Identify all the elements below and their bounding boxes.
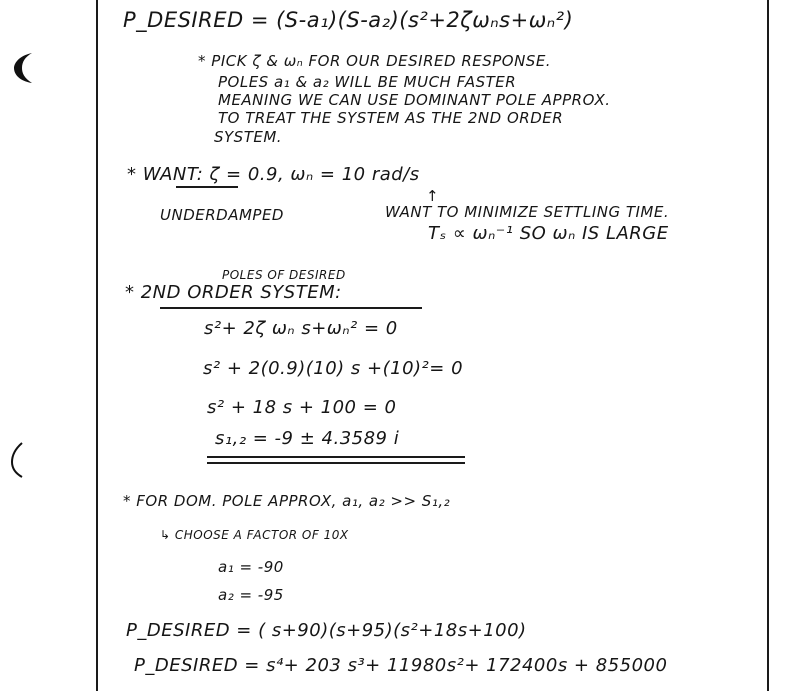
second-order-heading: * 2ND ORDER SYSTEM:: [125, 282, 342, 303]
right-margin-line: [767, 0, 769, 691]
pick-line-2: POLES a₁ & a₂ WILL BE MUCH FASTER: [218, 73, 517, 91]
binder-hole-top-icon: [10, 50, 36, 86]
equation-underline-1: [207, 456, 465, 458]
second-order-underline: [160, 307, 422, 309]
want-minimize-line: WANT TO MINIMIZE SETTLING TIME.: [385, 203, 670, 221]
equation-underline-2: [207, 462, 465, 464]
equation-4: s₁,₂ = -9 ± 4.3589 i: [215, 428, 400, 449]
pick-line-5: SYSTEM.: [214, 128, 283, 146]
want-underline: [176, 186, 238, 188]
equation-2: s² + 2(0.9)(10) s +(10)²= 0: [203, 358, 464, 379]
left-margin-line: [96, 0, 98, 691]
want-line: * WANT: ζ = 0.9, ωₙ = 10 rad/s: [127, 164, 420, 185]
pick-line-3: MEANING WE CAN USE DOMINANT POLE APPROX.: [218, 91, 611, 109]
p-desired-factored: P_DESIRED = (S-a₁)(S-a₂)(s²+2ζωₙs+ωₙ²): [123, 8, 574, 32]
a1-value: a₁ = -90: [218, 558, 284, 576]
equation-1: s²+ 2ζ ωₙ s+ωₙ² = 0: [204, 318, 398, 339]
p-desired-numeric: P_DESIRED = ( s+90)(s+95)(s²+18s+100): [126, 620, 527, 641]
poles-superscript: POLES OF DESIRED: [222, 268, 346, 282]
pick-line-4: TO TREAT THE SYSTEM AS THE 2ND ORDER: [218, 109, 564, 127]
equation-3: s² + 18 s + 100 = 0: [207, 397, 397, 418]
underdamped-label: UNDERDAMPED: [160, 206, 284, 224]
binder-hole-bottom-icon: [8, 440, 28, 480]
dom-pole-approx-line: * FOR DOM. POLE APPROX, a₁, a₂ >> S₁,₂: [123, 492, 451, 510]
pick-line-1: * PICK ζ & ωₙ FOR OUR DESIRED RESPONSE.: [198, 52, 552, 70]
p-desired-polynomial: P_DESIRED = s⁴+ 203 s³+ 11980s²+ 172400s + 855000: [134, 655, 668, 676]
choose-factor-line: ↳ CHOOSE A FACTOR OF 10X: [160, 528, 349, 542]
settling-time-line: Tₛ ∝ ωₙ⁻¹ SO ωₙ IS LARGE: [428, 223, 669, 244]
arrow-up: ↑: [426, 187, 440, 205]
a2-value: a₂ = -95: [218, 586, 284, 604]
